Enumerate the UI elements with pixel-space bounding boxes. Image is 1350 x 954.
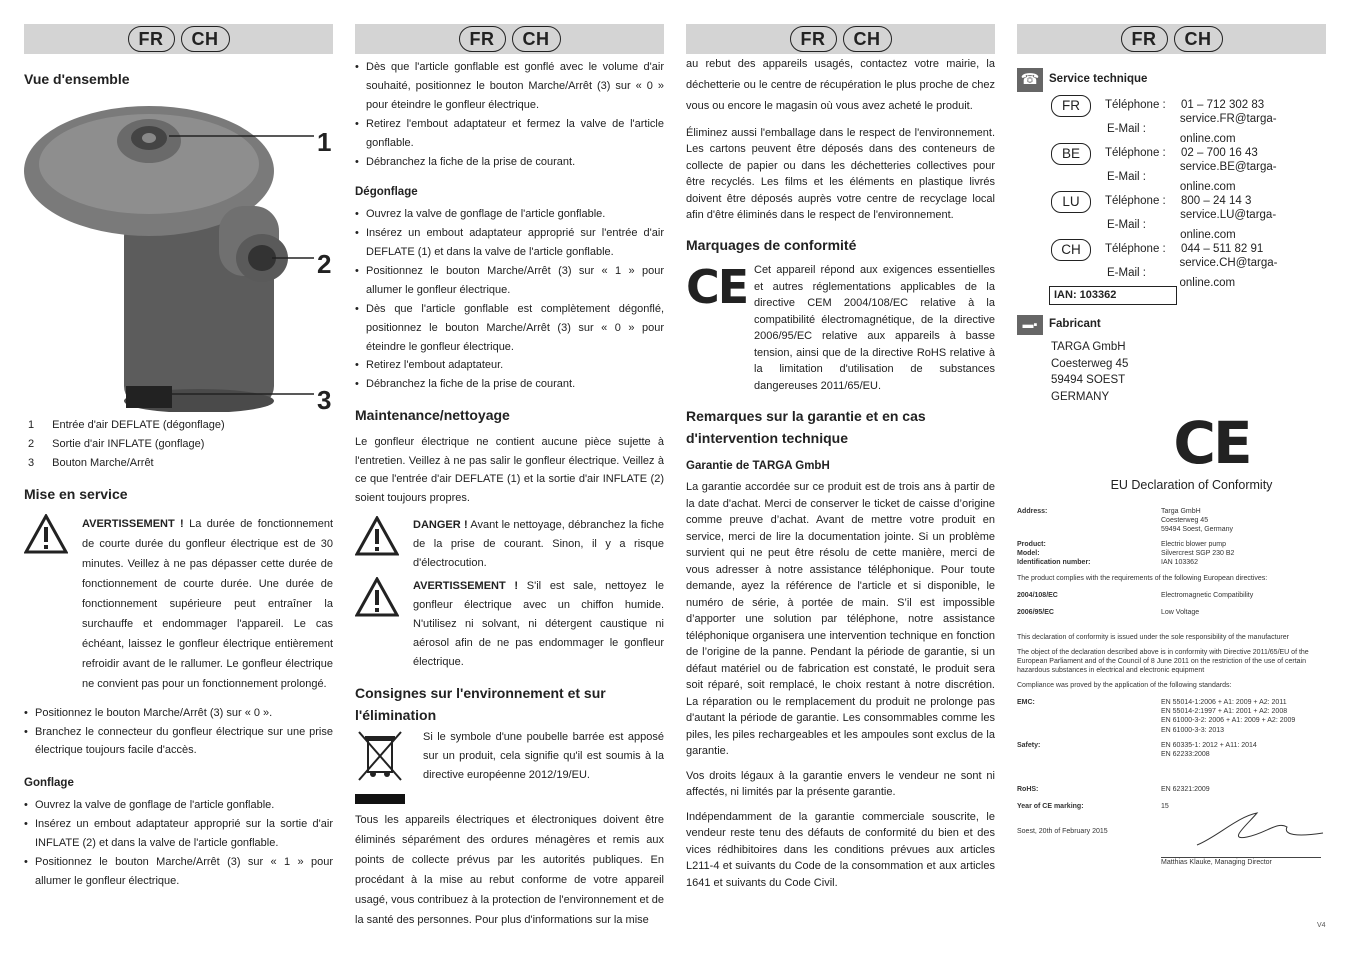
email-link[interactable]: service.BE@targa-online.com — [1179, 161, 1277, 193]
country-badge-fr: FR — [790, 26, 837, 52]
phone-number: 01 – 712 302 83 — [1181, 99, 1265, 112]
warning-icon — [355, 577, 399, 617]
signature-place: Soest, 20th of February 2015 — [1017, 828, 1108, 836]
warning2-label: AVERTISSEMENT ! — [413, 580, 519, 592]
warning-icon — [24, 514, 68, 554]
list-item: • Dès que l'article gonflable est gonflé avec le volume d'air souhaité, positionnez le bouton Marche/Arrêt (3) sur « 0 » pour éteindre le gonfleur électrique. — [355, 58, 664, 115]
environment-continued: au rebut des appareils usagés, contactez votre mairie, la déchetterie ou le centre de récupération le plus proche de chez vous ou encore le magasin où vous avez acheté le produit. — [686, 58, 995, 112]
declaration-title: EU Declaration of Conformity — [1110, 478, 1273, 493]
ian-box: IAN: 103362 — [1049, 286, 1177, 305]
version-label: V4 — [1317, 922, 1326, 929]
maintenance-text: Le gonfleur électrique ne contient aucune pièce sujette à l'entretien. Veillez à ne pas salir le gonfleur électrique. Veillez à ce que l'entrée d'air DEFLATE (1) et la sortie d'air INFLATE (2) soient toujours propres. — [355, 435, 664, 505]
maker-address: TARGA GmbH Coesterweg 45 59494 SOEST GERMANY — [1051, 341, 1129, 404]
language-header — [355, 24, 664, 54]
language-header — [24, 24, 333, 54]
phone-number: 044 – 511 82 91 — [1181, 243, 1264, 256]
phone-number: 800 – 24 14 3 — [1181, 195, 1252, 208]
deflate-title: Dégonflage — [355, 186, 418, 199]
contact-lu: LU Téléphone : 800 – 24 14 3 E-Mail : service.LU@targa-online.com — [1017, 190, 1326, 238]
signer-name: Matthias Klauke, Managing Director — [1161, 859, 1272, 867]
signature-image — [1187, 807, 1327, 851]
contact-list — [1017, 94, 1326, 289]
country-badge: BE — [1051, 143, 1091, 165]
column-1 — [24, 0, 333, 897]
setup-list — [24, 704, 333, 761]
warranty-title: Remarques sur la garantie et en cas d'intervention technique — [686, 408, 926, 446]
parts-list — [28, 416, 333, 473]
bin-text: Si le symbole d'une poubelle barrée est apposé sur un produit, cela signifie qu'il est soumis à la directive européenne 2012/19/EU. — [423, 731, 664, 782]
list-item: • Ouvrez la valve de gonflage de l'article gonflable. — [24, 796, 333, 815]
warranty-text-2: Vos droits légaux à la garantie envers le vendeur ne sont ni affectés, ni limités par la présente garantie. — [686, 769, 995, 799]
warning-label: AVERTISSEMENT ! — [82, 517, 184, 530]
language-header — [686, 24, 995, 54]
inflate-list — [24, 796, 333, 891]
product-image — [24, 96, 333, 416]
ce-mark: CE — [686, 260, 748, 315]
packaging-text: Éliminez aussi l'emballage dans le respect de l'environnement. Les cartons peuvent être déposés dans des conteneurs de collecte de papier ou dans les déchetteries collectives pour être recyclés. Les films et les éléments en plastique livrés doivent être déposés auprès votre centre de recyclage local afin d'être éliminés dans le respect de l'environnement. — [686, 126, 995, 222]
list-item: • Débranchez la fiche de la prise de courant. — [355, 153, 664, 172]
list-item: • Dès que l'article gonflable est complètement dégonflé, positionnez le bouton Marche/Arrêt (3) sur « 0 » pour éteindre le gonfleur électrique. — [355, 300, 664, 357]
country-badge-ch: CH — [512, 26, 561, 52]
email-link[interactable]: service.FR@targa-online.com — [1179, 113, 1277, 145]
setup-title: Mise en service — [24, 486, 128, 503]
warning-icon — [355, 516, 399, 556]
contact-fr: FR Téléphone : 01 – 712 302 83 E-Mail : service.FR@targa-online.com — [1017, 94, 1326, 142]
warranty-text-3: Indépendamment de la garantie commerciale souscrite, le vendeur reste tenu des défauts de conformité du bien et des vices rédhibitoires dans les conditions prévues aux articles L211-4 et suivants du Code de la consommation et aux articles 1641 et suivants du Code Civil. — [686, 810, 995, 889]
list-item: • Positionnez le bouton Marche/Arrêt (3) sur « 0 ». — [24, 704, 333, 723]
column-3 — [686, 0, 995, 899]
email-link[interactable]: service.CH@targa-online.com — [1179, 257, 1278, 289]
warning-block-2 — [355, 577, 664, 672]
signature-area — [1017, 813, 1326, 857]
contact-ch: CH Téléphone : 044 – 511 82 91 E-Mail : service.CH@targa-online.com — [1017, 238, 1326, 286]
callout-3: 3 — [317, 385, 332, 416]
list-item: • Retirez l'embout adaptateur. — [355, 356, 664, 375]
danger-text: Avant le nettoyage, débranchez la fiche de la prise de courant. Sinon, il y a risque d'électrocution. — [413, 519, 664, 570]
list-item: • Ouvrez la valve de gonflage de l'article gonflable. — [355, 205, 664, 224]
list-item: • Retirez l'embout adaptateur et fermez la valve de l'article gonflable. — [355, 115, 664, 153]
crossed-bin-icon — [355, 728, 405, 804]
warning-block — [24, 514, 333, 694]
list-item: 1 Entrée d'air DEFLATE (dégonflage) — [28, 419, 225, 432]
inflate-list-continued — [355, 58, 664, 171]
warning2-text: S'il est sale, nettoyez le gonfleur électrique avec un chiffon humide. N'utilisez ni solvant, ni détergent caustique ni aérosol afin de ne pas endommager le gonfleur électrique. — [413, 580, 664, 668]
country-badge: FR — [1051, 95, 1091, 117]
inflate-title: Gonflage — [24, 777, 74, 790]
environment-text: Tous les appareils électriques et électroniques doivent être éliminés séparément des ordures ménagères et remis aux points de collecte prévus par les autorités publiques. En procédant à la mise au rebut conforme de votre appareil usagé, vous contribuez à la protection de l'environnement et de la santé des personnes. Pour plus d'informations sur la mise — [355, 814, 664, 927]
environment-title: Consignes sur l'environnement et sur l'élimination — [355, 684, 606, 723]
conformity-text: Cet appareil répond aux exigences essentielles et autres réglementations applicables de la directive CEM 2004/108/EC relative à la compatibilité électromagnétique, de la directive 2006/95/EC relative aux appareils à basse tension, ainsi que de la directive RoHS relative à la limitation d'utilisation de substances dangereuses 2011/65/EU. — [754, 264, 995, 392]
list-item: • Positionnez le bouton Marche/Arrêt (3) sur « 1 » pour allumer le gonfleur électrique. — [355, 262, 664, 300]
column-2 — [355, 0, 664, 938]
list-item: • Débranchez la fiche de la prise de courant. — [355, 375, 664, 394]
country-badge-ch: CH — [843, 26, 892, 52]
list-item: • Branchez le connecteur du gonfleur électrique sur une prise électrique toujours facile d'accès. — [24, 723, 333, 761]
country-badge-ch: CH — [1174, 26, 1223, 52]
list-item: 2 Sortie d'air INFLATE (gonflage) — [28, 438, 205, 451]
column-4 — [1017, 0, 1326, 929]
list-item: • Insérez un embout adaptateur approprié sur l'entrée d'air DEFLATE (1) et dans la valve de l'article gonflable. — [355, 224, 664, 262]
country-badge: CH — [1051, 239, 1091, 261]
maintenance-title: Maintenance/nettoyage — [355, 407, 510, 424]
blower-pump-illustration — [24, 96, 333, 412]
list-item: • Insérez un embout adaptateur approprié sur la sortie d'air INFLATE (2) et dans la valve de l'article gonflable. — [24, 815, 333, 853]
contact-be: BE Téléphone : 02 – 700 16 43 E-Mail : service.BE@targa-online.com — [1017, 142, 1326, 190]
truck-icon: ▬▪ — [1017, 315, 1043, 335]
list-item: • Positionnez le bouton Marche/Arrêt (3) sur « 1 » pour allumer le gonfleur électrique. — [24, 853, 333, 891]
conformity-title: Marquages de conformité — [686, 236, 857, 253]
bin-block — [355, 728, 664, 804]
maker-title: Fabricant — [1049, 318, 1101, 331]
overview-title: Vue d'ensemble — [24, 71, 130, 87]
language-header — [1017, 24, 1326, 54]
callout-1: 1 — [317, 127, 332, 158]
warranty-subtitle: Garantie de TARGA GmbH — [686, 460, 830, 473]
warning-text: La durée de fonctionnement de courte durée du gonfleur électrique est de 30 minutes. Veillez à ne pas dépasser cette durée de fonctionnement de courte durée. Une durée de fonctionnement supérieure peut entraîner la surchauffe et endommager l'appareil. Le cas échéant, laissez le gonfleur électrique entièrement refroidir avant de le rallumer. Le gonfleur électrique ne convient pas pour un fonctionnement prolongé. — [82, 517, 334, 690]
country-badge-fr: FR — [459, 26, 506, 52]
warranty-text-1: La garantie accordée sur ce produit est de trois ans à partir de la date d'achat. Merci de conserver le ticket de caisse d’origine comme preuve d’achat. Avant de mettre votre produit en service, merci de lire la documentation jointe. Si un problème survient qui ne peut être résolu de cette manière, merci de vous adresser à notre assistance téléphonique. Pour toute demande, ayez la référence de l'article et si disponible, le numéro de série, à portée de main. S’il est impossible d’apporter une solution par téléphone, notre assistance téléphonique organisera une intervention technique en fonction de l’origine de la panne. Pendant la période de garantie, si un défaut matériel ou de fabrication est constaté, le produit sera soit réparé, soit remplacé, le choix restant à notre discrétion. La réparation ou le remplacement du produit ne prolonge pas d'autant la période de garantie. Les consommables comme les piles, les piles rechargeables et les ampoules sont exclus de la garantie. — [686, 481, 995, 758]
phone-number: 02 – 700 16 43 — [1181, 147, 1258, 160]
deflate-list — [355, 205, 664, 394]
maker-header — [1017, 315, 1326, 335]
telephone-icon: ☎ — [1017, 68, 1043, 92]
ce-mark-large: CE — [1173, 408, 1250, 477]
declaration-body: Address: Targa GmbH Coesterweg 45 59494 Soest, Germany Product: Model: Identification number: Electric blower pump Silvercrest SGP 230 B2 IAN 103362 The product complies with the requirements of the following European directives: 2004/108/EC Electromagnetic Compatibility 2006/95/EC Low Voltage This declaration of conformity is issued under the sole responsibility of the manufacturer The object of the declaration described above is in conformity with Directive 2011/65/EU of the European Parliament and of the Council of 8 June 2011 on the restriction of the use of certain hazardous substances in electrical and electronic equipment Compliance was proved by the application of the following standards: EMC: EN 55014-1:2006 + A1: 2009 + A2: 2011 EN 55014-2:1997 + A1: 2001 + A2: 2008 EN 61000-3-2: 2006 + A1: 2009 + A2: 2009 EN 61000-3-3: 2013 Safety: EN 60335-1: 2012 + A11: 2014 EN 62233:2008 RoHS: EN 62321:2009 Year of CE marking: 15 Soest, 20th of February 2015 Matthias Klauke, Managing Director — [1017, 507, 1326, 867]
country-badge-fr: FR — [128, 26, 175, 52]
callout-2: 2 — [317, 249, 332, 280]
service-title: Service technique — [1049, 73, 1148, 86]
country-badge-fr: FR — [1121, 26, 1168, 52]
country-badge-ch: CH — [181, 26, 230, 52]
conformity-block — [686, 262, 995, 394]
email-link[interactable]: service.LU@targa-online.com — [1180, 209, 1277, 241]
country-badge: LU — [1051, 191, 1091, 213]
danger-label: DANGER ! — [413, 519, 468, 532]
service-header — [1017, 68, 1326, 92]
danger-block — [355, 516, 664, 573]
list-item: 3 Bouton Marche/Arrêt — [28, 457, 154, 470]
